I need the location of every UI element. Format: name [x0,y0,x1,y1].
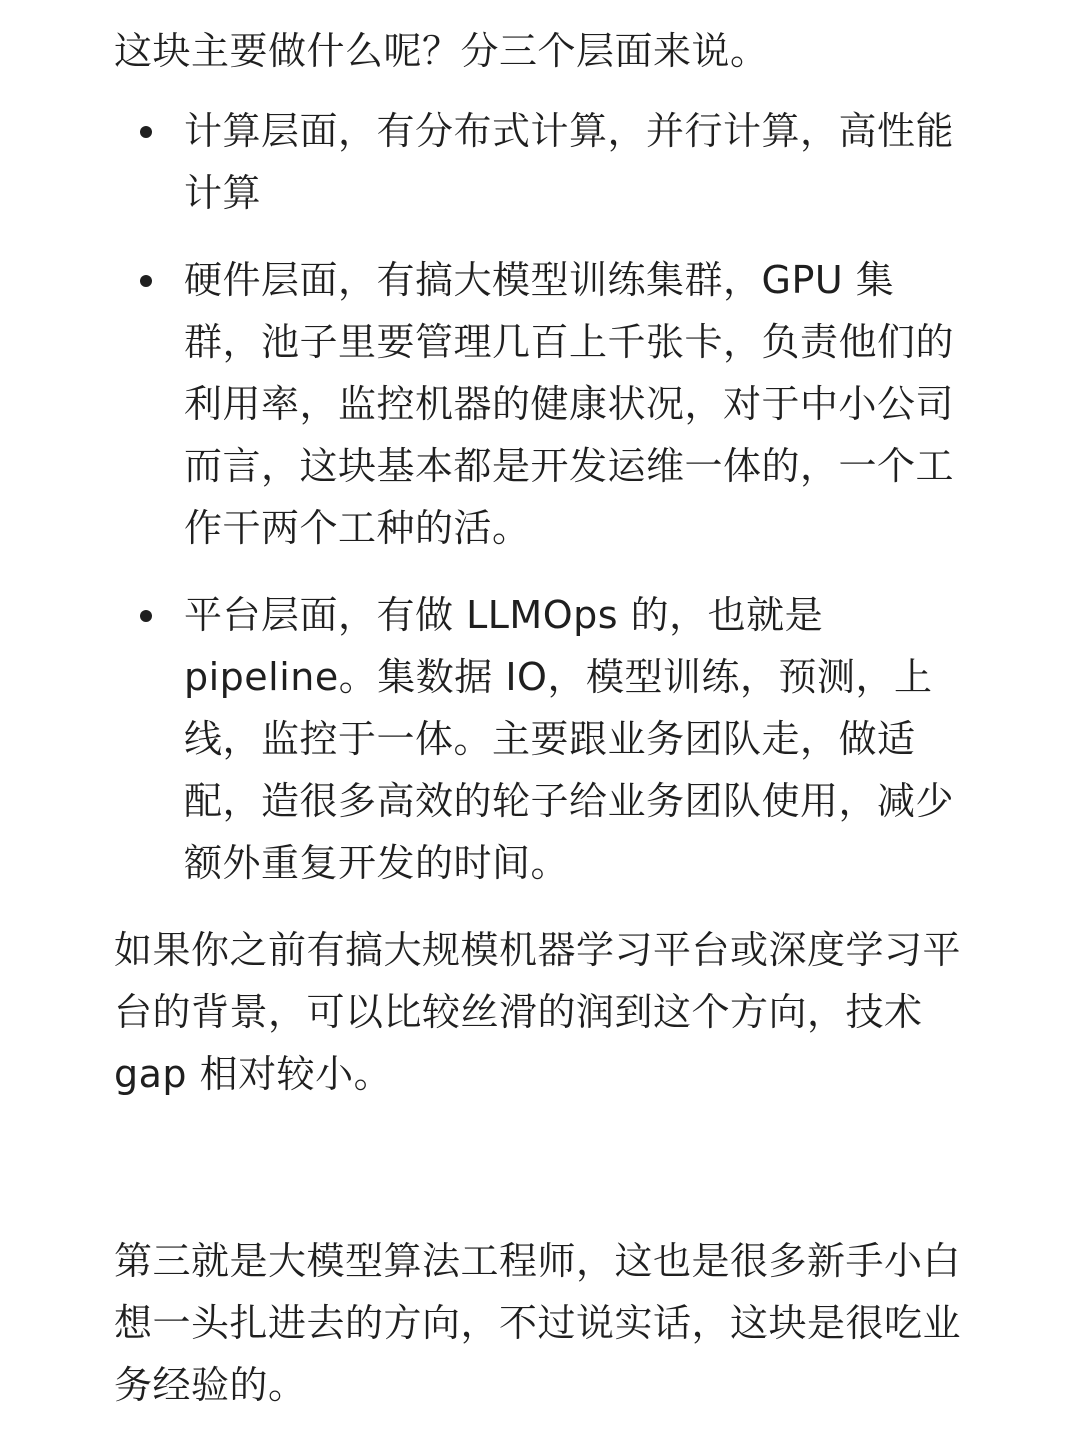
list-item-text: 平台层面，有做 LLMOps 的，也就是 pipeline。集数据 IO，模型训练，预测，上线，监控于一体。主要跟业务团队走，做适配，造很多高效的轮子给业务团队使用，减少额外重复开发的时间。 [184,593,955,885]
list-item [114,100,964,224]
layer-list [114,100,964,894]
intro-paragraph: 这块主要做什么呢？分三个层面来说。 [114,29,769,73]
bullet-icon [140,126,152,138]
bullet-icon [140,275,152,287]
list-item [114,249,964,559]
background-paragraph: 如果你之前有搞大规模机器学习平台或深度学习平台的背景，可以比较丝滑的润到这个方向，技术 gap 相对较小。 [114,928,962,1096]
list-item [114,584,964,894]
article-body [114,20,964,1416]
bullet-icon [140,610,152,622]
list-item-text: 硬件层面，有搞大模型训练集群，GPU 集群，池子里要管理几百上千张卡，负责他们的利用率，监控机器的健康状况，对于中小公司而言，这块基本都是开发运维一体的，一个工作干两个工种的活。 [184,258,955,550]
list-item-text: 计算层面，有分布式计算，并行计算，高性能计算 [184,109,955,215]
third-direction-paragraph: 第三就是大模型算法工程师，这也是很多新手小白想一头扎进去的方向，不过说实话，这块是很吃业务经验的。 [114,1239,962,1407]
